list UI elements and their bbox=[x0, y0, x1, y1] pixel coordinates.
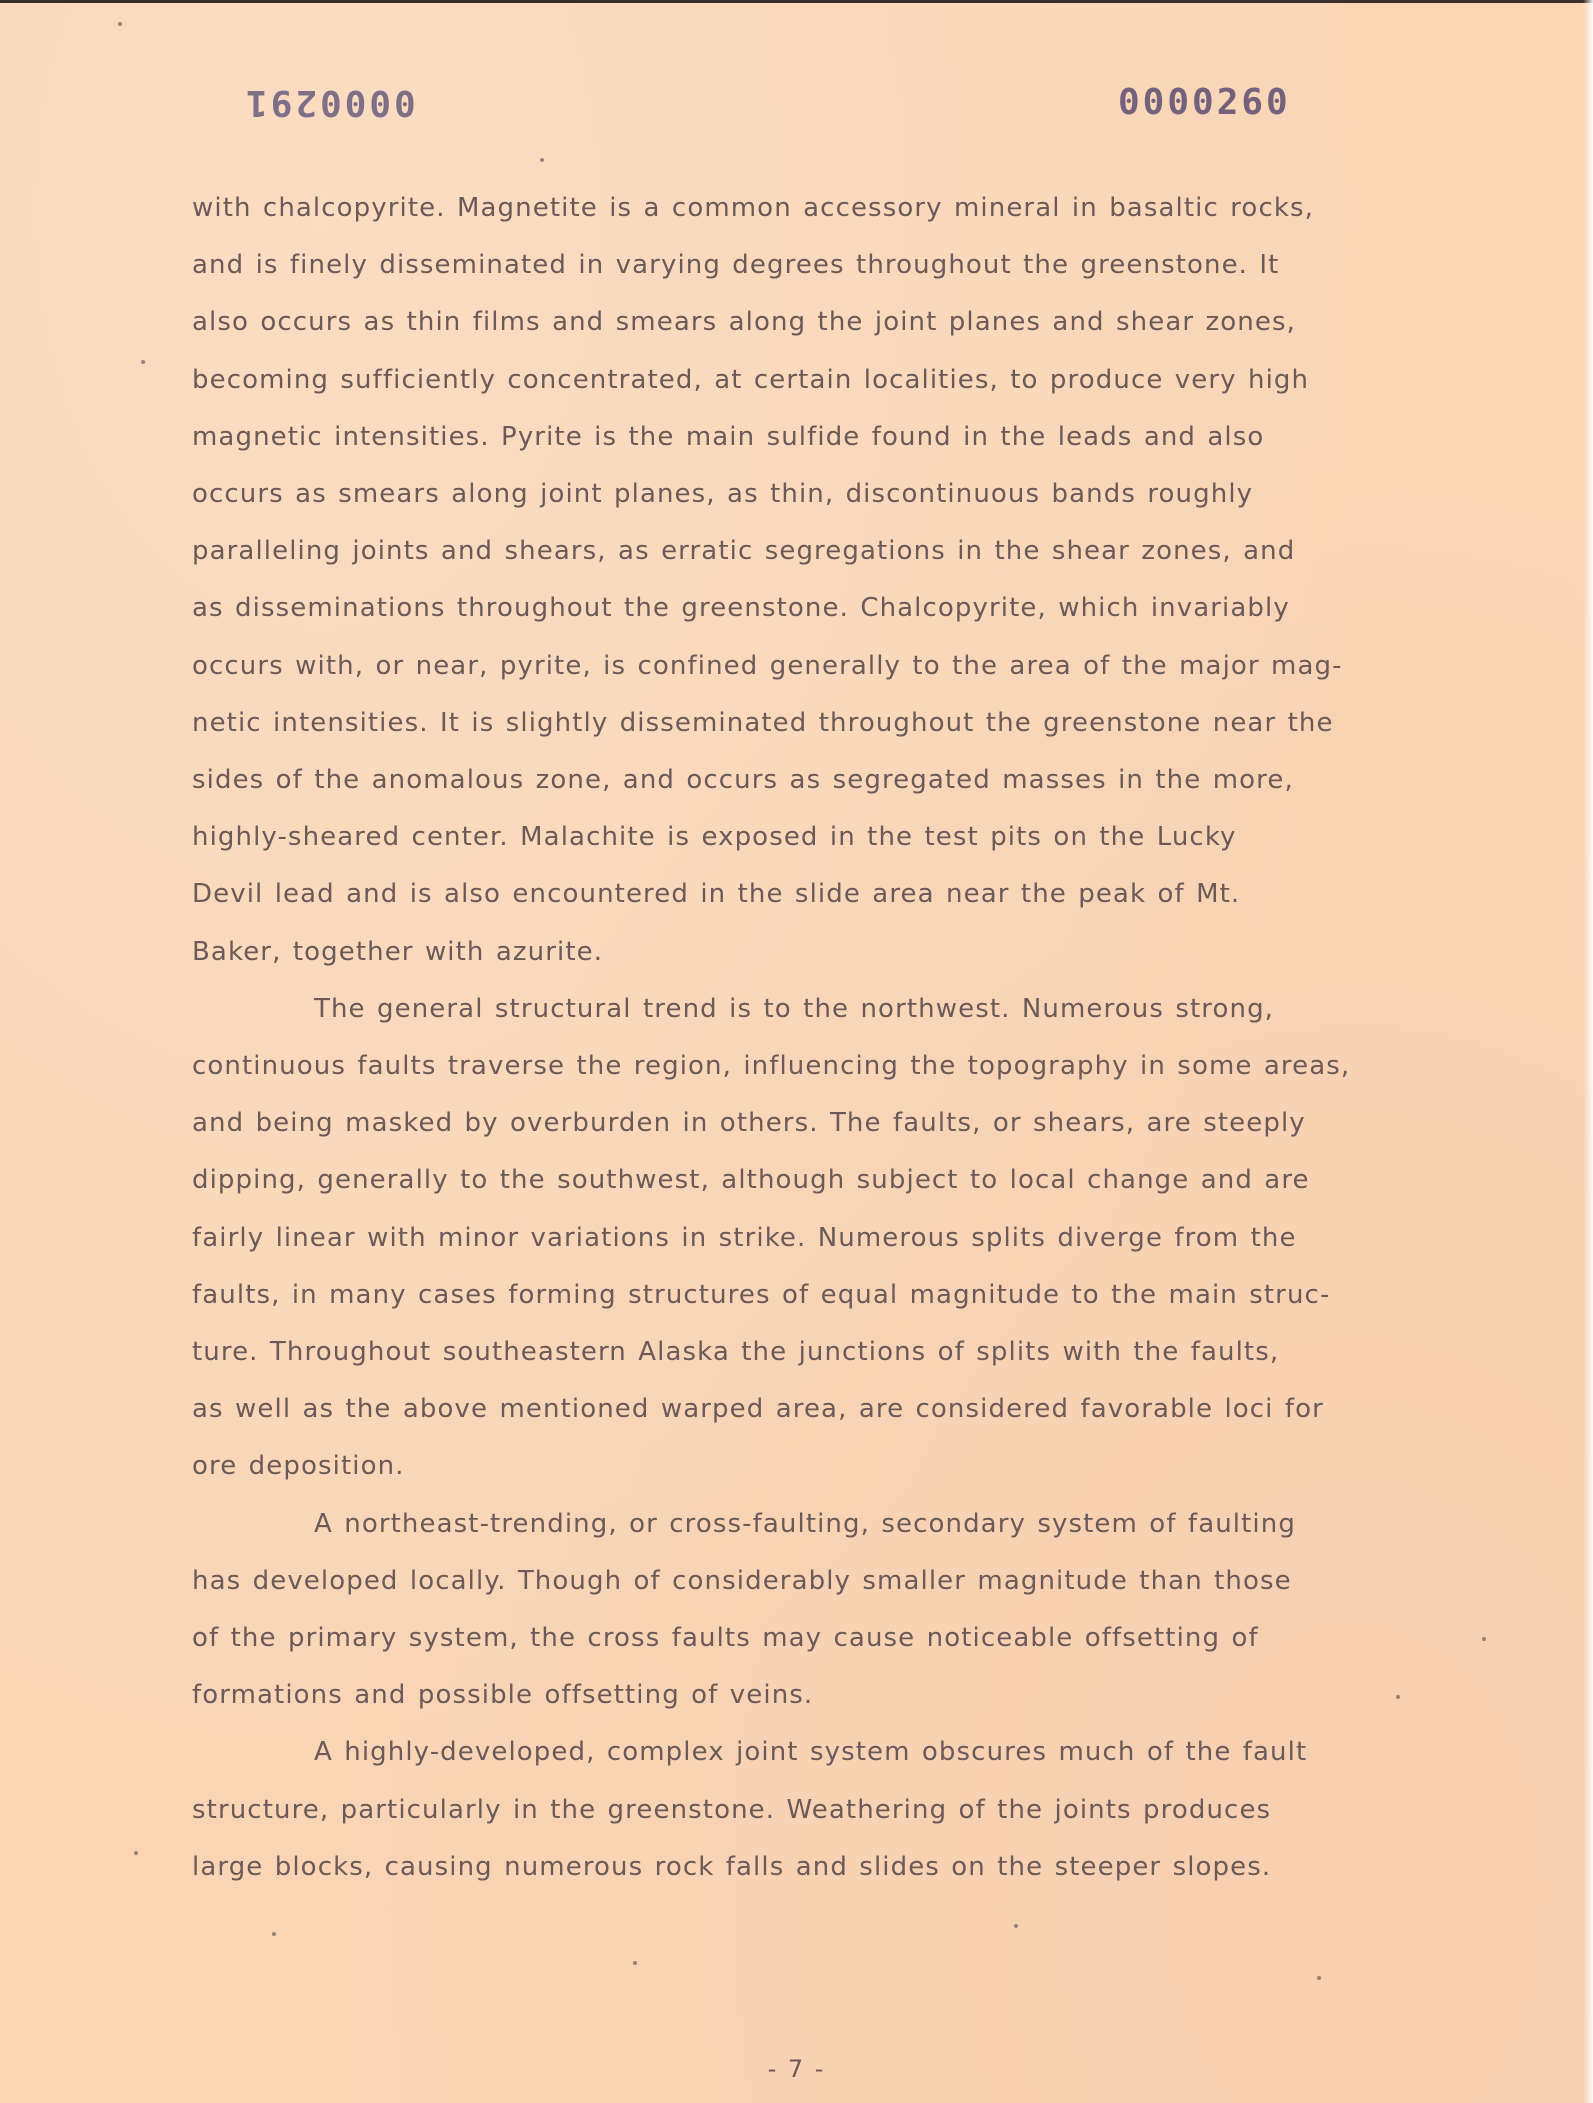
text-line: structure, particularly in the greenstone. Weathering of the joints produces bbox=[192, 1794, 1272, 1825]
text-line: large blocks, causing numerous rock falls and slides on the steeper slopes. bbox=[192, 1851, 1272, 1882]
scan-speck bbox=[134, 1851, 138, 1855]
text-line: A highly-developed, complex joint system obscures much of the fault bbox=[314, 1737, 1308, 1768]
page-edge bbox=[1583, 0, 1593, 2103]
text-line: faults, in many cases forming structures of equal magnitude to the main struc- bbox=[192, 1279, 1331, 1310]
text-line: paralleling joints and shears, as erratic segregations in the shear zones, and bbox=[192, 536, 1296, 567]
text-line: continuous faults traverse the region, influencing the topography in some areas, bbox=[192, 1051, 1351, 1082]
text-line: as disseminations throughout the greenstone. Chalcopyrite, which invariably bbox=[192, 593, 1290, 624]
scan-speck bbox=[540, 158, 544, 162]
text-line: occurs with, or near, pyrite, is confined generally to the area of the major mag- bbox=[192, 650, 1343, 681]
text-line: as well as the above mentioned warped area, are considered favorable loci for bbox=[192, 1394, 1324, 1425]
document-id-stamp-right: 0000260 bbox=[1118, 82, 1291, 123]
text-line: and is finely disseminated in varying degrees throughout the greenstone. It bbox=[192, 250, 1280, 281]
scan-speck bbox=[633, 1961, 637, 1965]
text-line: becoming sufficiently concentrated, at certain localities, to produce very high bbox=[192, 364, 1310, 395]
scan-speck bbox=[272, 1932, 276, 1936]
body-text bbox=[192, 180, 1522, 1896]
text-line: and being masked by overburden in others. The faults, or shears, are steeply bbox=[192, 1108, 1306, 1139]
text-line: Baker, together with azurite. bbox=[192, 936, 604, 967]
scan-speck bbox=[1014, 1924, 1018, 1928]
document-id-stamp-left: 0000291 bbox=[243, 82, 416, 123]
text-line: has developed locally. Though of considerably smaller magnitude than those bbox=[192, 1565, 1292, 1596]
paragraph-4 bbox=[192, 1724, 1522, 1896]
text-line: magnetic intensities. Pyrite is the main sulfide found in the leads and also bbox=[192, 421, 1265, 452]
text-line: The general structural trend is to the northwest. Numerous strong, bbox=[314, 993, 1275, 1024]
text-line: formations and possible offsetting of veins. bbox=[192, 1680, 814, 1711]
text-line: also occurs as thin films and smears along the joint planes and shear zones, bbox=[192, 307, 1296, 338]
paragraph-1 bbox=[192, 180, 1522, 981]
text-line: Devil lead and is also encountered in the slide area near the peak of Mt. bbox=[192, 879, 1241, 910]
paragraph-3 bbox=[192, 1496, 1522, 1725]
text-line: sides of the anomalous zone, and occurs as segregated masses in the more, bbox=[192, 765, 1294, 796]
paragraph-2 bbox=[192, 981, 1522, 1496]
scan-speck bbox=[1482, 1637, 1486, 1641]
scan-speck bbox=[118, 22, 122, 26]
text-line: ture. Throughout southeastern Alaska the junctions of splits with the faults, bbox=[192, 1337, 1280, 1368]
scan-speck bbox=[1317, 1976, 1321, 1980]
text-line: dipping, generally to the southwest, although subject to local change and are bbox=[192, 1165, 1310, 1196]
text-line: highly-sheared center. Malachite is exposed in the test pits on the Lucky bbox=[192, 822, 1237, 853]
text-line: A northeast-trending, or cross-faulting, secondary system of faulting bbox=[314, 1508, 1296, 1539]
text-line: netic intensities. It is slightly disseminated throughout the greenstone near the bbox=[192, 707, 1334, 738]
text-line: fairly linear with minor variations in strike. Numerous splits diverge from the bbox=[192, 1222, 1297, 1253]
scan-speck bbox=[141, 360, 145, 364]
scan-speck bbox=[1396, 1695, 1400, 1699]
text-line: ore deposition. bbox=[192, 1451, 405, 1482]
text-line: of the primary system, the cross faults may cause noticeable offsetting of bbox=[192, 1623, 1259, 1654]
text-line: with chalcopyrite. Magnetite is a common accessory mineral in basaltic rocks, bbox=[192, 193, 1315, 223]
page-number: - 7 - bbox=[767, 2055, 826, 2083]
text-line: occurs as smears along joint planes, as thin, discontinuous bands roughly bbox=[192, 479, 1254, 510]
